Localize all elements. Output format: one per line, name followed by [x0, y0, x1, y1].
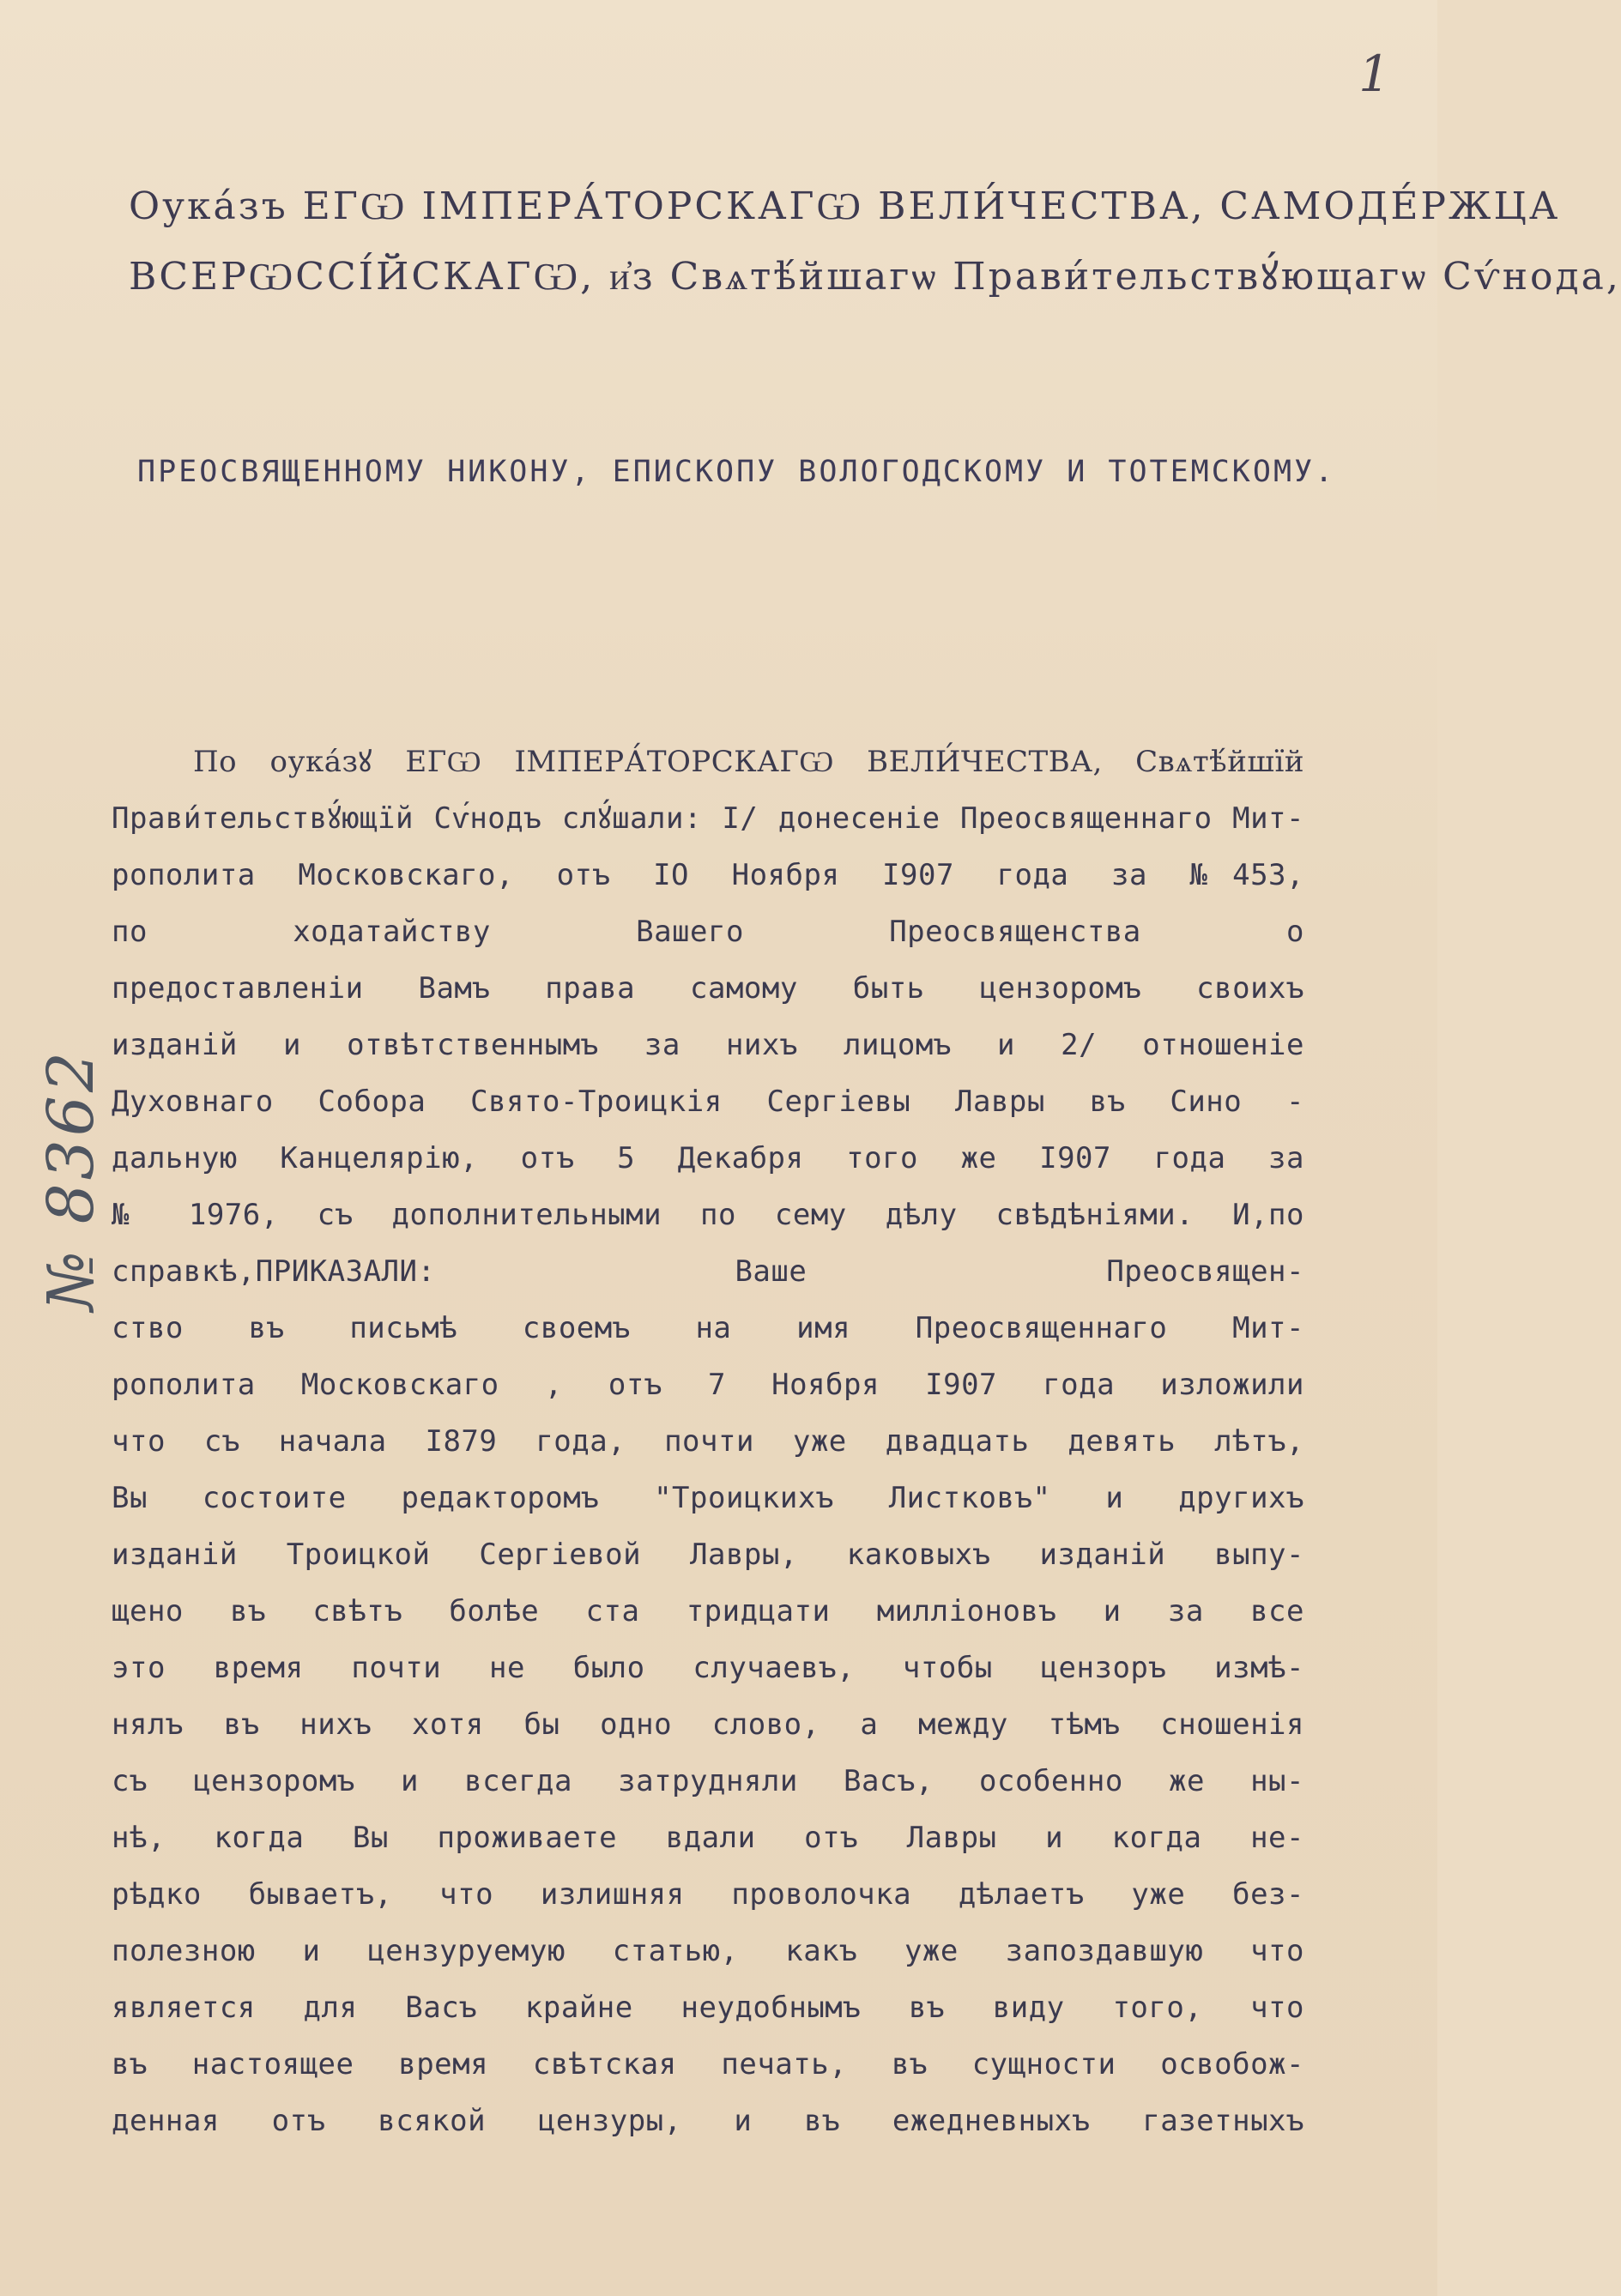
body-line: полезною и цензуруемую статью, какъ уже запоздавшую что: [112, 1934, 1304, 1968]
body-line: Духовнаго Собора Свято-Троицкія Сергіевы Лавры въ Сино -: [112, 1085, 1304, 1119]
archive-number-text: № 8362: [34, 1048, 108, 1311]
body-line: рѣдко бываетъ, что излишняя проволочка дѣлаетъ уже без-: [112, 1877, 1304, 1912]
body-line: изданій и отвѣтственнымъ за нихъ лицомъ и 2/ отношеніе: [112, 1028, 1304, 1062]
body-line: дальную Канцелярію, отъ 5 Декабря того же I907 года за: [112, 1141, 1304, 1175]
body-line: рополита Московскаго, отъ IО Ноября I907 года за №453,: [112, 858, 1304, 892]
body-line: предоставленіи Вамъ права самому быть цензоромъ своихъ: [112, 971, 1304, 1006]
body-line: съ цензоромъ и всегда затрудняли Васъ, особенно же ны-: [112, 1764, 1304, 1798]
body-line: нялъ въ нихъ хотя бы одно слово, а между тѣмъ сношенія: [112, 1707, 1304, 1742]
body-line: денная отъ всякой цензуры, и въ ежедневныхъ газетныхъ: [112, 2104, 1304, 2138]
body-line: По оукáзꙋ ЕГѠ ІМПЕРА́ТОРСКАГѠ ВЕЛИ́ЧЕСТВА, Свѧтѣ́йшїй: [193, 745, 1304, 779]
body-line: Прави́тельствꙋ́ющїй Сѵ́нодъ слꙋ́шали: I/ донесеніе Преосвященнаго Мит-: [112, 801, 1304, 836]
body-line: въ настоящее время свѣтская печать, въ сущности освобож-: [112, 2047, 1304, 2082]
decree-body: [112, 734, 1304, 2149]
body-line: это время почти не было случаевъ, чтобы цензоръ измѣ-: [112, 1651, 1304, 1685]
body-line: рополита Московскаго , отъ 7 Ноября I907 года изложили: [112, 1368, 1304, 1402]
decree-heading-line-1: Оукáзъ ЕГѠ ІМПЕРА́ТОРСКАГѠ ВЕЛИ́ЧЕСТВА, САМОДЕ́РЖЦА: [129, 184, 1561, 228]
body-line: справкѣ,ПРИКАЗАЛИ: Ваше Преосвящен-: [112, 1254, 1304, 1289]
addressee-line: ПРЕОСВЯЩЕННОМУ НИКОНУ, ЕПИСКОПУ ВОЛОГОДСКОМУ И ТОТЕМСКОМУ.: [137, 455, 1336, 489]
body-line: ство въ письмѣ своемъ на имя Преосвященнаго Мит-: [112, 1311, 1304, 1345]
body-line: № 1976, съ дополнительными по сему дѣлу свѣдѣніями. И,по: [112, 1198, 1304, 1232]
decree-heading-line-2: ВСЕРѠССІ́ЙСКАГѠ, и҆з Свѧтѣ́йшагѡ Прави́тельствꙋ́ющагѡ Сѵ́нода,: [129, 255, 1621, 299]
body-line: изданій Троицкой Сергіевой Лавры, каковыхъ изданій выпу-: [112, 1538, 1304, 1572]
body-line: является для Васъ крайне неудобнымъ въ виду того, что: [112, 1991, 1304, 2025]
body-line: что съ начала I879 года, почти уже двадцать девять лѣтъ,: [112, 1424, 1304, 1459]
body-line: нѣ, когда Вы проживаете вдали отъ Лавры и когда не-: [112, 1821, 1304, 1855]
page-number: 1: [1358, 45, 1390, 103]
body-line: Вы состоите редакторомъ "Троицкихъ Листковъ" и другихъ: [112, 1481, 1304, 1515]
body-line: щено въ свѣтъ болѣе ста тридцати милліоновъ и за все: [112, 1594, 1304, 1628]
body-line: по ходатайству Вашего Преосвященства о: [112, 915, 1304, 949]
